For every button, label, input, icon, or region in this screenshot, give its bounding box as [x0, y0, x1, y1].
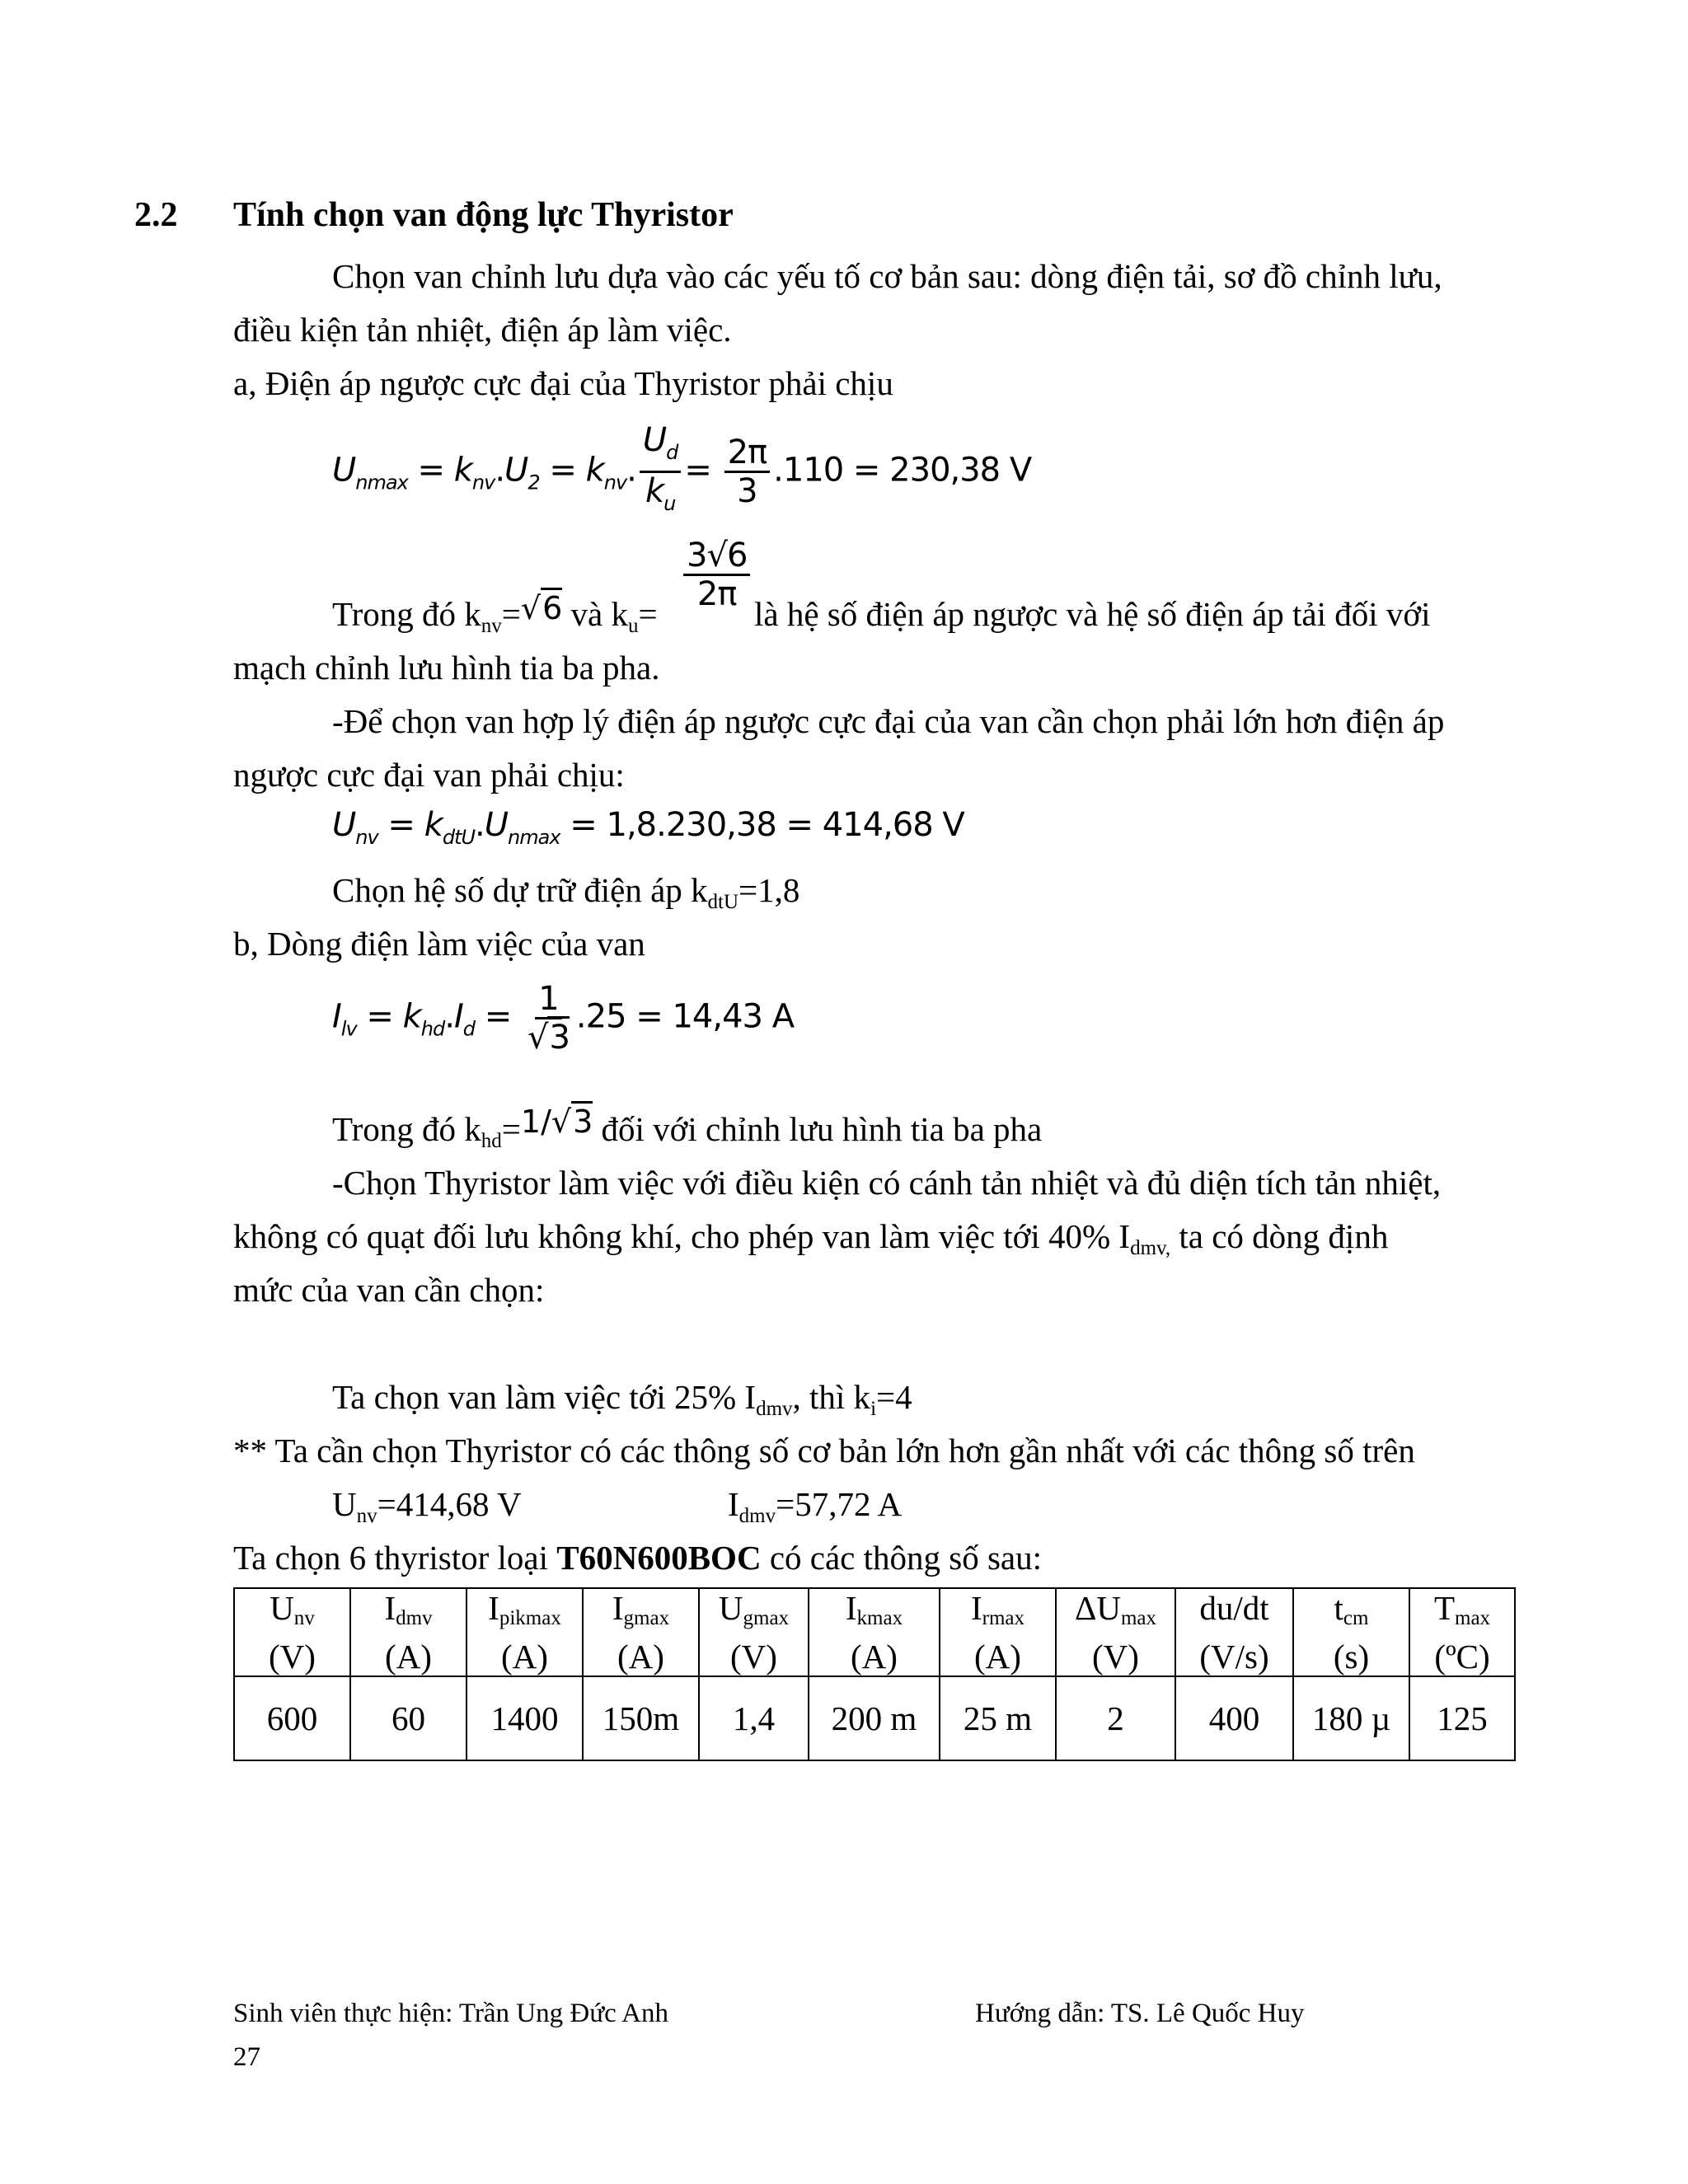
equation-ilv: $I_{lv} = k_{hd}.I_d$ = $\frac{1}{√3}$ .25 = 14,43 A: [332, 980, 795, 1057]
table-header-cell: $t_{cm}$ (s): [1293, 1588, 1409, 1676]
table-header-row: [234, 1588, 1515, 1676]
paragraph-line: Trong đó $k_{hd}=1/√3$ đối với chỉnh lưu hình tia ba pha: [332, 1108, 1042, 1162]
paragraph-line: mạch chỉnh lưu hình tia ba pha.: [233, 649, 660, 687]
table-cell: 2: [1056, 1676, 1175, 1760]
table-cell: 25 m: [940, 1676, 1056, 1760]
table-cell: 150m: [583, 1676, 699, 1760]
table-header-cell: $I_{dmv}$ (A): [350, 1588, 467, 1676]
table-cell: 1,4: [699, 1676, 809, 1760]
table-cell: 1400: [467, 1676, 583, 1760]
table-header-cell: $U_{nv}$ (V): [234, 1588, 350, 1676]
table-cell: 125: [1409, 1676, 1515, 1760]
paragraph-line: không có quạt đối lưu không khí, cho phép van làm việc tới 40% $I_{dmv,}$ ta có dòng định: [233, 1217, 1389, 1259]
table-cell: 600: [234, 1676, 350, 1760]
table-cell: 400: [1175, 1676, 1293, 1760]
table-header-cell: du/dt (V/s): [1175, 1588, 1293, 1676]
table-cell: 180 µ: [1293, 1676, 1409, 1760]
table-header-cell: $I_{rmax}$ (A): [940, 1588, 1056, 1676]
paragraph-line: mức của van cần chọn:: [233, 1271, 545, 1309]
paragraph-line: $U_{nv}=414,68$ V: [332, 1485, 522, 1527]
table-header-cell: $I_{gmax}$ (A): [583, 1588, 699, 1676]
paragraph-line: ** Ta cần chọn Thyristor có các thông số cơ bản lớn hơn gần nhất với các thông số trên: [233, 1432, 1415, 1469]
table-header-cell: $I_{kmax}$ (A): [809, 1588, 940, 1676]
paragraph-line: $I_{dmv}=57,72$ A: [728, 1485, 903, 1527]
section-number: 2.2: [134, 196, 178, 234]
paragraph-line: -Chọn Thyristor làm việc với điều kiện có cánh tản nhiệt và đủ diện tích tản nhiệt,: [332, 1164, 1442, 1202]
table-header-cell: $\Delta U_{max}$ (V): [1056, 1588, 1175, 1676]
section-title: Tính chọn van động lực Thyristor: [233, 196, 734, 234]
paragraph-line: Chọn hệ số dự trữ điện áp $k_{dtU}=1,8$: [332, 871, 800, 913]
paragraph-line: Trong đó $k_{nv}=√6$ và $k_u=$: [332, 593, 658, 647]
paragraph-line: Chọn van chỉnh lưu dựa vào các yếu tố cơ bản sau: dòng điện tải, sơ đồ chỉnh lưu,: [332, 257, 1442, 295]
paragraph-line: là hệ số điện áp ngược và hệ số điện áp tải đối với: [754, 595, 1431, 633]
paragraph-line: Ta chọn 6 thyristor loại T60N600BOC có các thông số sau:: [233, 1539, 1042, 1577]
footer-advisor: Hướng dẫn: TS. Lê Quốc Huy: [975, 1999, 1305, 2028]
subheading-b: b, Dòng điện làm việc của van: [233, 925, 645, 963]
paragraph-line: điều kiện tản nhiệt, điện áp làm việc.: [233, 311, 732, 349]
paragraph-line: -Để chọn van hợp lý điện áp ngược cực đại của van cần chọn phải lớn hơn điện áp: [332, 702, 1445, 740]
equation-umax: $U_{nmax} = k_{nv}.U_2 = k_{nv}$. $\frac{U_d}{k_u}$ = $\frac{2\pi}{3}$ .110 = 230,38 V: [332, 421, 1032, 515]
paragraph-line: ngược cực đại van phải chịu:: [233, 756, 625, 794]
paragraph-line: Ta chọn van làm việc tới 25% $I_{dmv}$, thì $k_i=4$: [332, 1378, 912, 1420]
table-header-cell: $I_{pikmax}$ (A): [467, 1588, 583, 1676]
thyristor-spec-table: [233, 1587, 1516, 1761]
table-cell: 200 m: [809, 1676, 940, 1760]
subheading-a: a, Điện áp ngược cực đại của Thyristor phải chịu: [233, 364, 893, 402]
fraction-ku: $\frac{3√6}{2\pi}$: [680, 537, 753, 612]
page-number: 27: [233, 2042, 260, 2072]
table-cell: 60: [350, 1676, 467, 1760]
table-row: [234, 1676, 1515, 1760]
table-header-cell: $U_{gmax}$ (V): [699, 1588, 809, 1676]
footer-student: Sinh viên thực hiện: Trần Ung Đức Anh: [233, 1999, 669, 2028]
table-header-cell: $T_{max}$ (ºC): [1409, 1588, 1515, 1676]
equation-unv: $U_{nv} = k_{dtU}.U_{nmax} = 1,8.230,38 = 414,68$ V: [332, 806, 964, 849]
